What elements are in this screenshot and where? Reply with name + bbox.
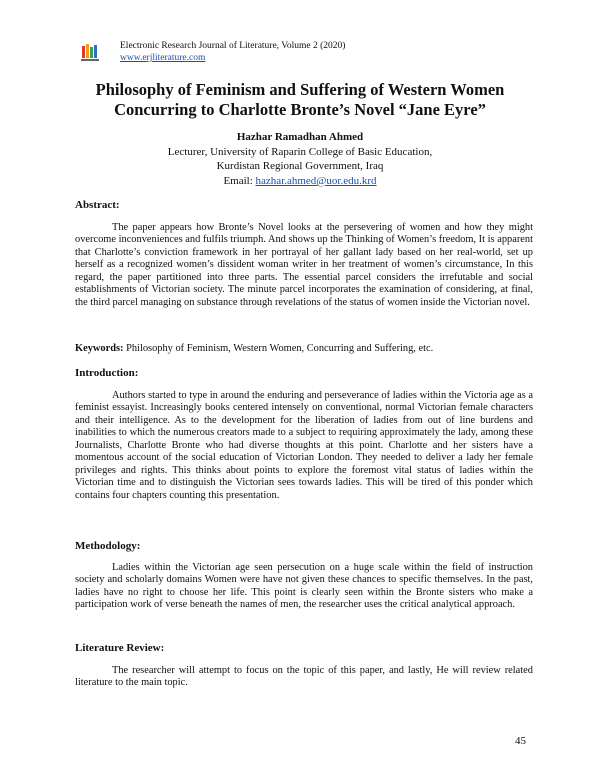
keywords-line [75,343,433,354]
author-block [40,130,560,188]
introduction-text: Authors started to type in around the enduring and perseverance of ladies within the Victoria age as a feminist essayist. Increasingly books centered intensely on conventional, normal Victorian female characters and their intelligence. As to the development for the liberation of ladies from out of line burdens and inabilities to which the numerous creators made to a subject to requiring approximately the lady, among these Journalists, Charlotte Bronte who had diverse thoughts at this point. Charlotte and her sisters have a momentous account of the social education of Victorian London. They needed to deliver a lady her female privileges and rights. This thinks about points to explore the foremost vital status of ladies within the Victorian time and to distinguish the Victorian sees towards ladies. This will be tired of this ponder which contains four chapters counting this presentation. [75,390,533,501]
literature-review-heading: Literature Review: [75,642,165,654]
keywords-text: Philosophy of Feminism, Western Women, Concurring and Suffering, etc. [123,343,434,354]
title-line-1: Philosophy of Feminism and Suffering of Western Women [95,80,505,99]
author-email-line [40,174,560,189]
introduction-heading: Introduction: [75,367,139,379]
literature-review-text: The researcher will attempt to focus on the topic of this paper, and lastly, He will review related literature to the main topic. [75,665,533,689]
title-line-2: Concurring to Charlotte Bronte’s Novel “Jane Eyre” [114,100,486,119]
books-icon [80,42,102,64]
journal-info [120,40,345,64]
journal-name: Electronic Research Journal of Literature, Volume 2 (2020) [120,41,346,51]
author-affiliation-2: Kurdistan Regional Government, Iraq [216,160,384,173]
author-email-link[interactable]: hazhar.ahmed@uor.edu.krd [255,174,377,187]
methodology-heading: Methodology: [75,540,141,552]
author-affiliation-1: Lecturer, University of Raparin College of Basic Education, [167,145,433,158]
author-name: Hazhar Ramadhan Ahmed [236,131,364,143]
keywords-label: Keywords: [75,343,124,354]
methodology-text: Ladies within the Victorian age seen persecution on a huge scale within the field of instruction society and scholarly domains Women were have not given these chances to specific themselves. In the past, ladies have no right to choose her life. This point is clearly seen within the Bronte sisters who make a participation work of verse beneath the names of men, the researcher uses the critical analytical approach. [75,562,533,611]
paper-title [40,80,560,120]
journal-url-link[interactable]: www.erjliterature.com [120,53,206,63]
abstract-heading: Abstract: [75,199,120,211]
email-label: Email: [223,174,256,187]
abstract-text: The paper appears how Bronte’s Novel looks at the persevering of women and how they might overcome inconveniences and fulfils triumph. And shows up the Thinking of Women’s freedom, It is apparent that Charlotte’s conviction framework in her portrayal of her gallant lady based on her real-world, set up herself as a recognized women’s dissident woman writer in her treatment of women’s circumstance, In this regard, the paper partitioned into three parts. The essential parcel considers the irrefutable and social establishments of Victorian society. The minute parcel incorporates the examination of considering, at final, the third parcel managing on substance through revelations of the status of women inside the Victorian novel. [75,222,533,308]
page-number: 45 [515,735,526,747]
